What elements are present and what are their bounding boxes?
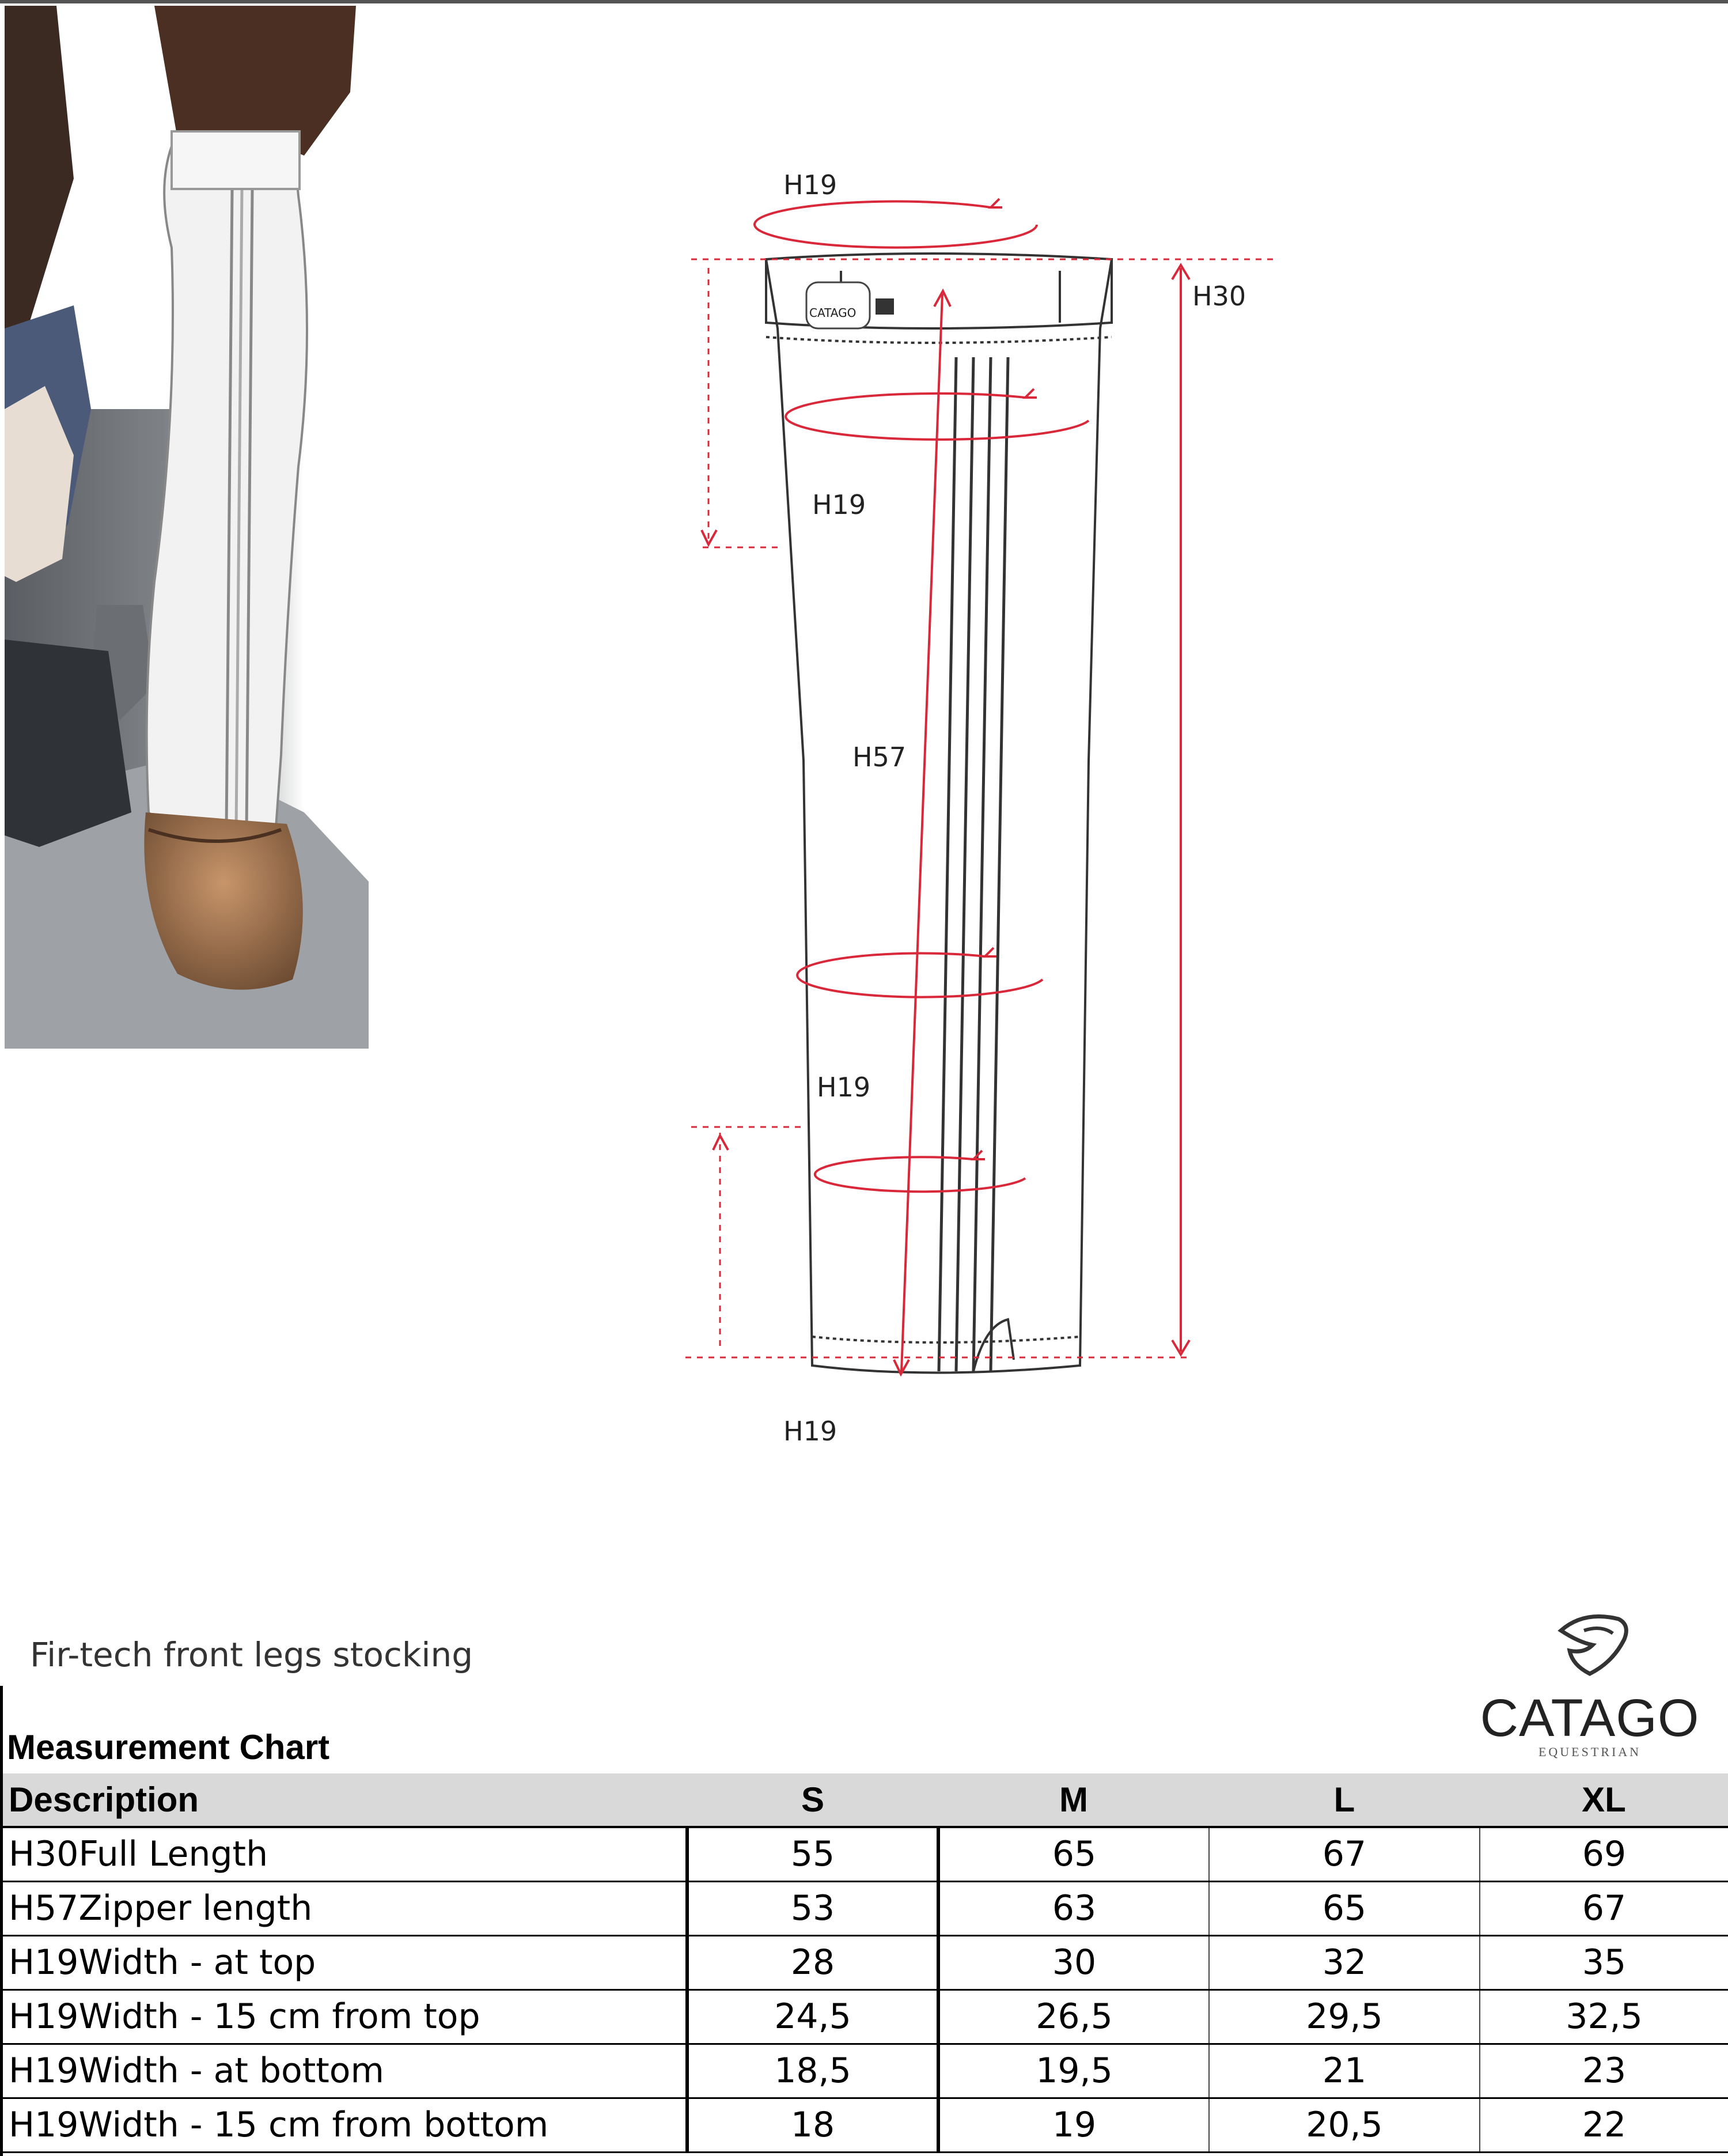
table-row bbox=[3, 2098, 1728, 2153]
row-label: Width - at top bbox=[78, 1942, 316, 1983]
cell-m: 65 bbox=[938, 1827, 1209, 1882]
cell-l: 29,5 bbox=[1209, 1990, 1480, 2044]
cell-xl: 67 bbox=[1480, 1882, 1728, 1936]
cell-xl: 69 bbox=[1480, 1827, 1728, 1882]
row-label: Width - 15 cm from bottom bbox=[78, 2105, 549, 2145]
cell-xl: 32,5 bbox=[1480, 1990, 1728, 2044]
row-description bbox=[3, 1936, 687, 1990]
logo-patch bbox=[806, 282, 870, 328]
label-lower-circumference: H19 bbox=[817, 1072, 871, 1103]
cell-m: 30 bbox=[938, 1936, 1209, 1990]
product-photo bbox=[5, 6, 369, 1049]
cell-l: 65 bbox=[1209, 1882, 1480, 1936]
cell-m: 63 bbox=[938, 1882, 1209, 1936]
cell-m: 19 bbox=[938, 2098, 1209, 2153]
cell-s: 18,5 bbox=[687, 2044, 938, 2098]
cell-s: 53 bbox=[687, 1882, 938, 1936]
row-description bbox=[3, 2098, 687, 2153]
column-header-s: S bbox=[687, 1773, 938, 1827]
row-label: Zipper length bbox=[78, 1888, 313, 1928]
row-code: H57 bbox=[9, 1888, 79, 1928]
cell-s: 24,5 bbox=[687, 1990, 938, 2044]
cell-s: 55 bbox=[687, 1827, 938, 1882]
cell-l: 20,5 bbox=[1209, 2098, 1480, 2153]
table-row bbox=[3, 1990, 1728, 2044]
row-description bbox=[3, 1990, 687, 2044]
row-code: H19 bbox=[9, 1942, 79, 1983]
circumference-markers bbox=[755, 199, 1089, 1192]
cell-s: 18 bbox=[687, 2098, 938, 2153]
top-border-line bbox=[0, 0, 1728, 3]
table-header-row bbox=[3, 1773, 1728, 1827]
cell-m: 26,5 bbox=[938, 1990, 1209, 2044]
column-header-description: Description bbox=[3, 1773, 687, 1827]
label-zipper-length: H57 bbox=[852, 742, 907, 773]
cell-xl: 22 bbox=[1480, 2098, 1728, 2153]
cell-l: 21 bbox=[1209, 2044, 1480, 2098]
chart-heading: Measurement Chart bbox=[7, 1728, 330, 1767]
cell-xl: 35 bbox=[1480, 1936, 1728, 1990]
horse-head-icon bbox=[1549, 1607, 1636, 1682]
row-label: Full Length bbox=[78, 1834, 268, 1874]
logo-subtitle: EQUESTRIAN bbox=[1538, 1745, 1642, 1759]
row-description bbox=[3, 2044, 687, 2098]
row-code: H30 bbox=[9, 1834, 79, 1874]
stocking-diagram bbox=[662, 150, 1325, 1475]
label-full-length: H30 bbox=[1192, 281, 1246, 312]
label-bottom-circumference: H19 bbox=[783, 1416, 838, 1447]
row-code: H19 bbox=[9, 1996, 79, 2037]
table-row bbox=[3, 1827, 1728, 1882]
row-label: Width - 15 cm from top bbox=[78, 1996, 480, 2037]
label-upper-circumference: H19 bbox=[812, 489, 866, 520]
stocking-outline bbox=[766, 254, 1112, 1373]
section-arrows bbox=[702, 530, 728, 1150]
cell-l: 67 bbox=[1209, 1827, 1480, 1882]
cell-m: 19,5 bbox=[938, 2044, 1209, 2098]
label-tag bbox=[876, 298, 894, 315]
measurement-table bbox=[3, 1773, 1728, 2153]
patch-logo-text: CATAGO bbox=[809, 306, 857, 320]
row-code: H19 bbox=[9, 2105, 79, 2145]
full-length-arrow bbox=[1172, 265, 1189, 1355]
column-header-m: M bbox=[938, 1773, 1209, 1827]
cell-s: 28 bbox=[687, 1936, 938, 1990]
row-label: Width - at bottom bbox=[78, 2051, 384, 2091]
cell-xl: 23 bbox=[1480, 2044, 1728, 2098]
label-top-circumference: H19 bbox=[783, 169, 838, 201]
row-code: H19 bbox=[9, 2051, 79, 2091]
table-row bbox=[3, 1882, 1728, 1936]
product-title: Fir-tech front legs stocking bbox=[30, 1635, 473, 1674]
row-description bbox=[3, 1882, 687, 1936]
table-row bbox=[3, 1936, 1728, 1990]
column-header-l: L bbox=[1209, 1773, 1480, 1827]
cell-l: 32 bbox=[1209, 1936, 1480, 1990]
column-header-xl: XL bbox=[1480, 1773, 1728, 1827]
guide-lines bbox=[685, 259, 1273, 1357]
brand-logo bbox=[1463, 1607, 1716, 1757]
logo-wordmark: CATAGO bbox=[1480, 1689, 1700, 1748]
row-description bbox=[3, 1827, 687, 1882]
table-row bbox=[3, 2044, 1728, 2098]
